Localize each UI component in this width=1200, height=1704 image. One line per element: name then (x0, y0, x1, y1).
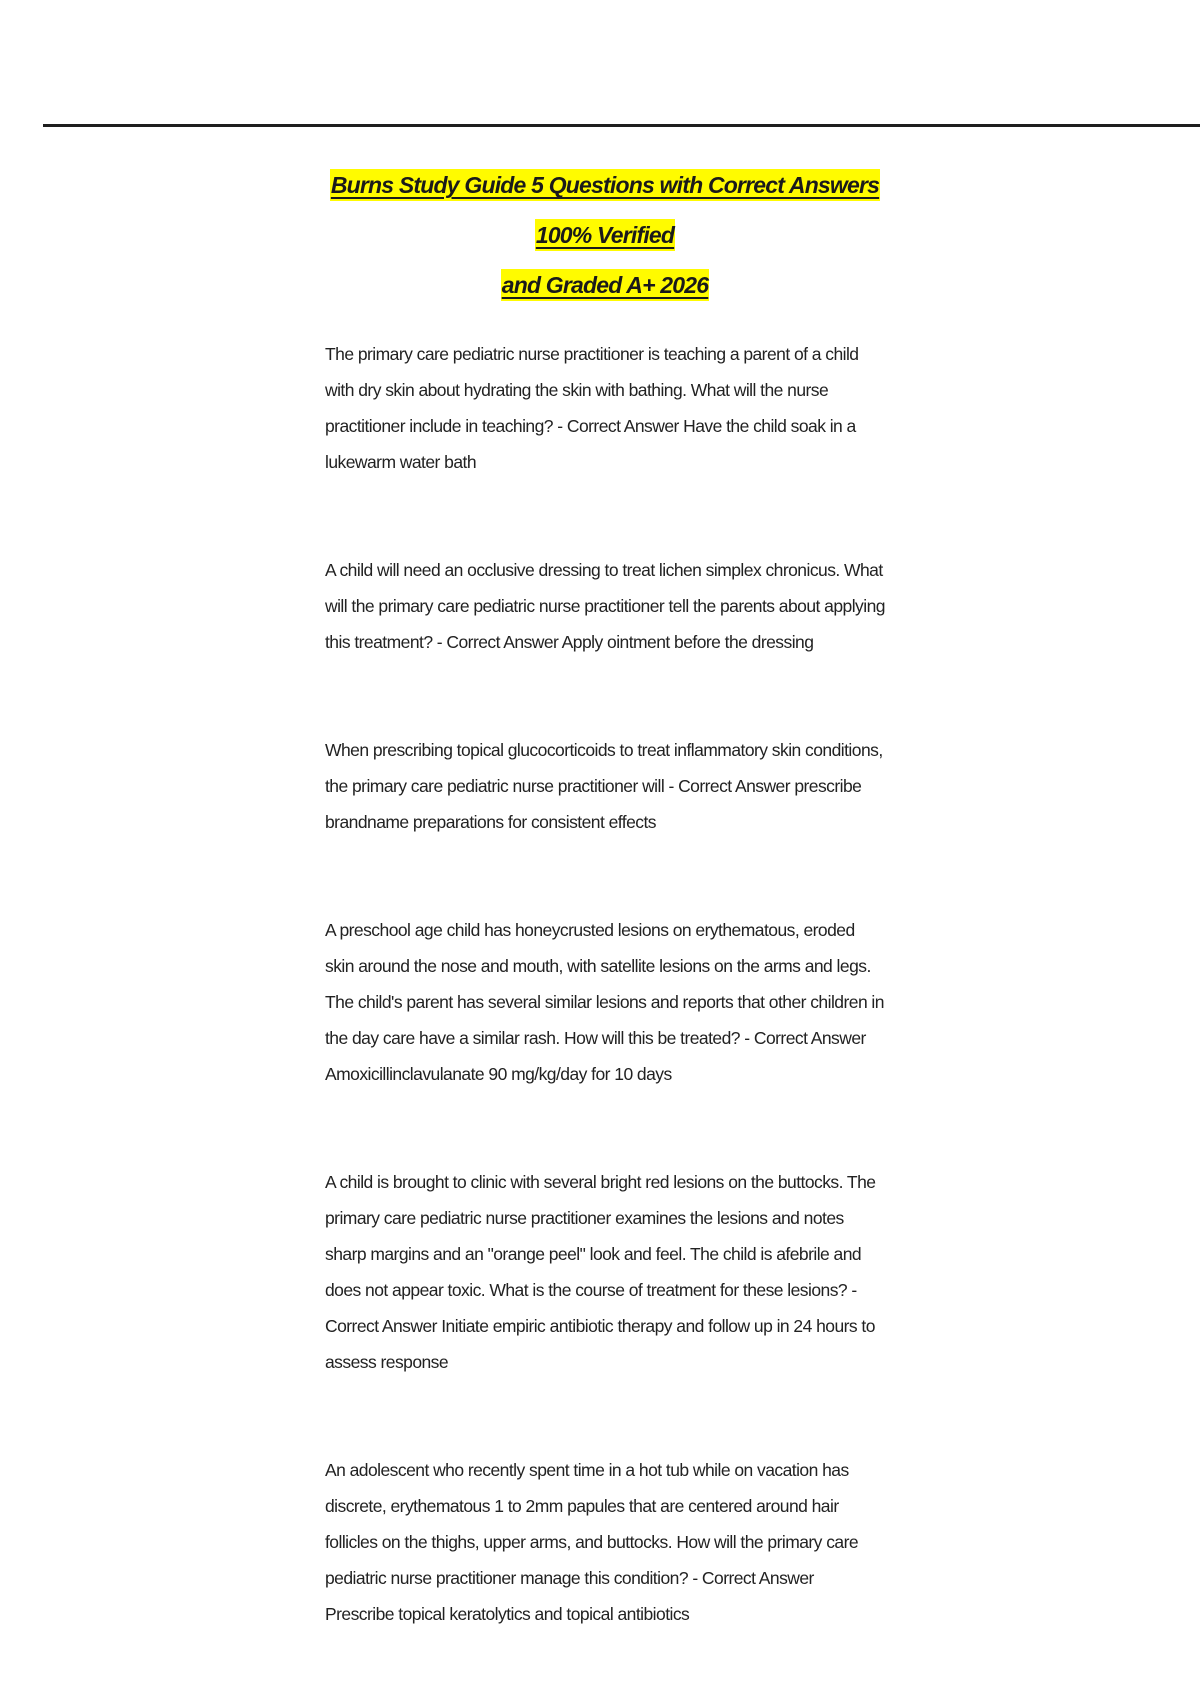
question-text: A preschool age child has honeycrusted lesions on erythematous, eroded skin around the nose and mouth, with satellite lesions on the arms and legs. The child's parent has several similar lesions and reports that other children in the day care have a similar rash. How will this be treated? (325, 920, 884, 1048)
question-item (325, 1164, 885, 1380)
question-text: A child is brought to clinic with several bright red lesions on the buttocks. The primary care pediatric nurse practitioner examines the lesions and notes sharp margins and an "orange peel" look and feel. The child is afebrile and does not appear toxic. What is the course of treatment for these lesions? (325, 1172, 876, 1300)
answer-prefix: - Correct Answer (432, 632, 562, 652)
question-item (325, 1452, 885, 1632)
title-line-1: Burns Study Guide 5 Questions with Correct Answers 100% Verified (330, 169, 880, 251)
question-item (325, 912, 885, 1092)
answer-prefix: - Correct Answer (664, 776, 795, 796)
answer-prefix: - Correct Answer (325, 1280, 857, 1336)
question-text: An adolescent who recently spent time in a hot tub while on vacation has discrete, erythematous 1 to 2mm papules that are centered around hair follicles on the thighs, upper arms, and buttocks. How will the primary care pediatric nurse practitioner manage this condition? (325, 1460, 859, 1588)
answer-text: Initiate empiric antibiotic therapy and follow up in 24 hours to assess response (325, 1316, 875, 1372)
question-text: A child will need an occlusive dressing to treat lichen simplex chronicus. What will the primary care pediatric nurse practitioner tell the parents about applying this treatment? (325, 560, 885, 652)
question-item (325, 336, 885, 480)
answer-text: Amoxicillinclavulanate 90 mg/kg/day for 10 days (325, 1064, 672, 1084)
answer-text: Prescribe topical keratolytics and topical antibiotics (325, 1604, 690, 1624)
question-text: The primary care pediatric nurse practitioner is teaching a parent of a child with dry skin about hydrating the skin with bathing. What will the nurse practitioner include in teaching? (325, 344, 859, 436)
question-list (325, 336, 885, 1632)
answer-text: Apply ointment before the dressing (561, 632, 814, 652)
question-item (325, 732, 885, 840)
question-text: When prescribing topical glucocorticoids to treat inflammatory skin conditions, the primary care pediatric nurse practitioner will (325, 740, 883, 796)
document-page (325, 160, 885, 1704)
answer-prefix: - Correct Answer (739, 1028, 866, 1048)
document-title (325, 160, 885, 310)
answer-prefix: - Correct Answer (552, 416, 684, 436)
title-line-2: and Graded A+ 2026 (501, 269, 710, 301)
answer-prefix: - Correct Answer (688, 1568, 814, 1588)
header-divider (43, 124, 1200, 127)
question-item (325, 552, 885, 660)
answer-text: Have the child soak in a lukewarm water bath (325, 416, 856, 472)
answer-text: prescribe brandname preparations for consistent effects (325, 776, 862, 832)
